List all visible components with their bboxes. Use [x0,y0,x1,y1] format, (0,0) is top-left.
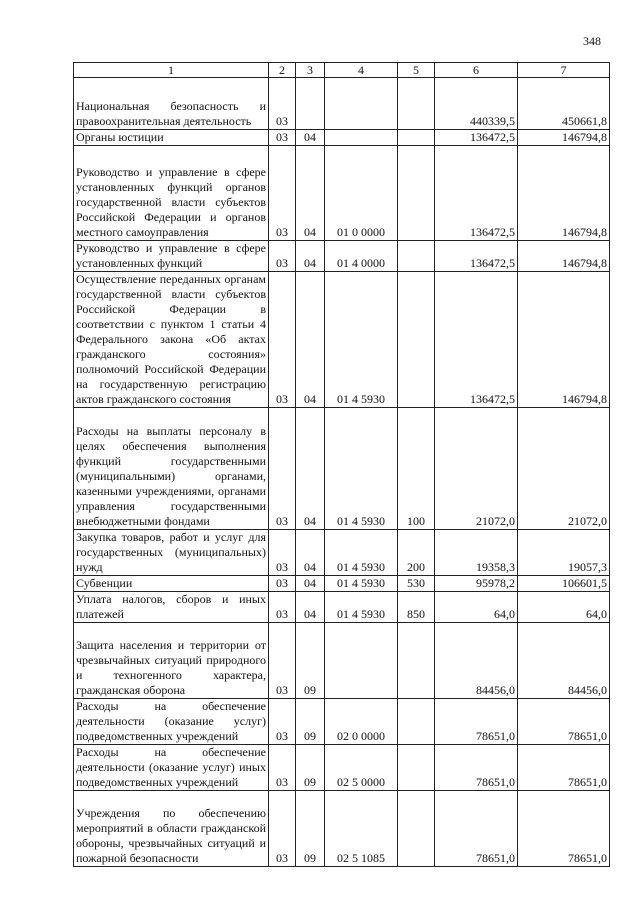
section-code-cell: 03 [269,241,296,272]
amount-year2-cell: 19057,3 [518,530,610,576]
table-row [74,130,610,146]
amount-year1-cell: 136472,5 [435,272,518,408]
amount-year1-cell: 78651,0 [435,791,518,867]
row-name-cell: Расходы на выплаты персоналу в целях обеспечения выполнения функций государственными (муниципальными) органами, казенными учреждениями, органами управления государственными внебюджетными фондами [74,408,269,530]
amount-year2-cell: 78651,0 [518,791,610,867]
target-article-cell: 01 4 5930 [325,272,398,408]
subsection-code-cell: 04 [296,576,325,592]
subsection-code-cell: 09 [296,745,325,791]
target-article-cell: 01 4 5930 [325,592,398,623]
column-header: 1 [74,63,269,78]
subsection-code-cell: 04 [296,530,325,576]
table-row [74,623,610,699]
target-article-cell: 02 0 0000 [325,699,398,745]
table-row [74,592,610,623]
expense-type-cell: 100 [398,408,435,530]
row-name-cell: Расходы на обеспечение деятельности (оказание услуг) иных подведомственных учреждений [74,745,269,791]
amount-year2-cell: 450661,8 [518,78,610,130]
expense-type-cell: 530 [398,576,435,592]
row-name-cell: Руководство и управление в сфере установленных функций [74,241,269,272]
subsection-code-cell: 04 [296,146,325,241]
table-row [74,530,610,576]
amount-year1-cell: 136472,5 [435,241,518,272]
table-row [74,272,610,408]
expense-type-cell [398,146,435,241]
row-name-cell: Национальная безопасность и правоохранительная деятельность [74,78,269,130]
amount-year2-cell: 78651,0 [518,745,610,791]
table-row [74,408,610,530]
amount-year2-cell: 64,0 [518,592,610,623]
row-name-cell: Защита населения и территории от чрезвычайных ситуаций природного и техногенного характера, гражданская оборона [74,623,269,699]
table-body [74,78,610,867]
row-name-cell: Уплата налогов, сборов и иных платежей [74,592,269,623]
section-code-cell: 03 [269,576,296,592]
row-name-cell: Закупка товаров, работ и услуг для государственных (муниципальных) нужд [74,530,269,576]
column-header: 4 [325,63,398,78]
target-article-cell [325,78,398,130]
expense-type-cell [398,272,435,408]
target-article-cell: 01 4 5930 [325,530,398,576]
budget-table [73,62,610,867]
row-name-cell: Расходы на обеспечение деятельности (оказание услуг) подведомственных учреждений [74,699,269,745]
column-header: 5 [398,63,435,78]
section-code-cell: 03 [269,623,296,699]
column-header: 3 [296,63,325,78]
amount-year1-cell: 136472,5 [435,146,518,241]
table-row [74,78,610,130]
subsection-code-cell [296,78,325,130]
amount-year1-cell: 95978,2 [435,576,518,592]
row-name-cell: Руководство и управление в сфере установленных функций органов государственной власти субъектов Российской Федерации и органов местного самоуправления [74,146,269,241]
subsection-code-cell: 04 [296,130,325,146]
amount-year1-cell: 84456,0 [435,623,518,699]
table-row [74,745,610,791]
amount-year2-cell: 146794,8 [518,272,610,408]
amount-year2-cell: 106601,5 [518,576,610,592]
subsection-code-cell: 09 [296,791,325,867]
expense-type-cell [398,130,435,146]
section-code-cell: 03 [269,408,296,530]
header-row [74,63,610,78]
section-code-cell: 03 [269,146,296,241]
target-article-cell: 01 0 0000 [325,146,398,241]
column-header: 2 [269,63,296,78]
expense-type-cell: 850 [398,592,435,623]
section-code-cell: 03 [269,791,296,867]
row-name-cell: Субвенции [74,576,269,592]
amount-year1-cell: 136472,5 [435,130,518,146]
table-row [74,146,610,241]
amount-year2-cell: 78651,0 [518,699,610,745]
expense-type-cell [398,745,435,791]
table-row [74,576,610,592]
row-name-cell: Органы юстиции [74,130,269,146]
column-header: 7 [518,63,610,78]
subsection-code-cell: 04 [296,408,325,530]
amount-year1-cell: 78651,0 [435,745,518,791]
section-code-cell: 03 [269,272,296,408]
amount-year2-cell: 146794,8 [518,130,610,146]
expense-type-cell: 200 [398,530,435,576]
section-code-cell: 03 [269,130,296,146]
amount-year1-cell: 64,0 [435,592,518,623]
subsection-code-cell: 04 [296,592,325,623]
table-row [74,791,610,867]
amount-year1-cell: 19358,3 [435,530,518,576]
table-row [74,241,610,272]
section-code-cell: 03 [269,592,296,623]
amount-year1-cell: 440339,5 [435,78,518,130]
expense-type-cell [398,78,435,130]
row-name-cell: Учреждения по обеспечению мероприятий в области гражданской обороны, чрезвычайных ситуаций и пожарной безопасности [74,791,269,867]
amount-year2-cell: 146794,8 [518,241,610,272]
target-article-cell [325,623,398,699]
section-code-cell: 03 [269,699,296,745]
expense-type-cell [398,623,435,699]
target-article-cell: 01 4 5930 [325,408,398,530]
section-code-cell: 03 [269,745,296,791]
target-article-cell: 02 5 0000 [325,745,398,791]
page-number: 348 [583,34,601,48]
target-article-cell: 02 5 1085 [325,791,398,867]
column-header: 6 [435,63,518,78]
target-article-cell [325,130,398,146]
expense-type-cell [398,791,435,867]
amount-year1-cell: 21072,0 [435,408,518,530]
amount-year2-cell: 21072,0 [518,408,610,530]
section-code-cell: 03 [269,530,296,576]
expense-type-cell [398,241,435,272]
subsection-code-cell: 09 [296,623,325,699]
target-article-cell: 01 4 0000 [325,241,398,272]
target-article-cell: 01 4 5930 [325,576,398,592]
amount-year1-cell: 78651,0 [435,699,518,745]
section-code-cell: 03 [269,78,296,130]
subsection-code-cell: 04 [296,272,325,408]
amount-year2-cell: 84456,0 [518,623,610,699]
subsection-code-cell: 04 [296,241,325,272]
subsection-code-cell: 09 [296,699,325,745]
table-row [74,699,610,745]
expense-type-cell [398,699,435,745]
amount-year2-cell: 146794,8 [518,146,610,241]
row-name-cell: Осуществление переданных органам государственной власти субъектов Российской Федерации в соответствии с пунктом 1 статьи 4 Федерального закона «Об актах гражданского состояния» полномочий Российской Федерации на государственную регистрацию актов гражданского состояния [74,272,269,408]
